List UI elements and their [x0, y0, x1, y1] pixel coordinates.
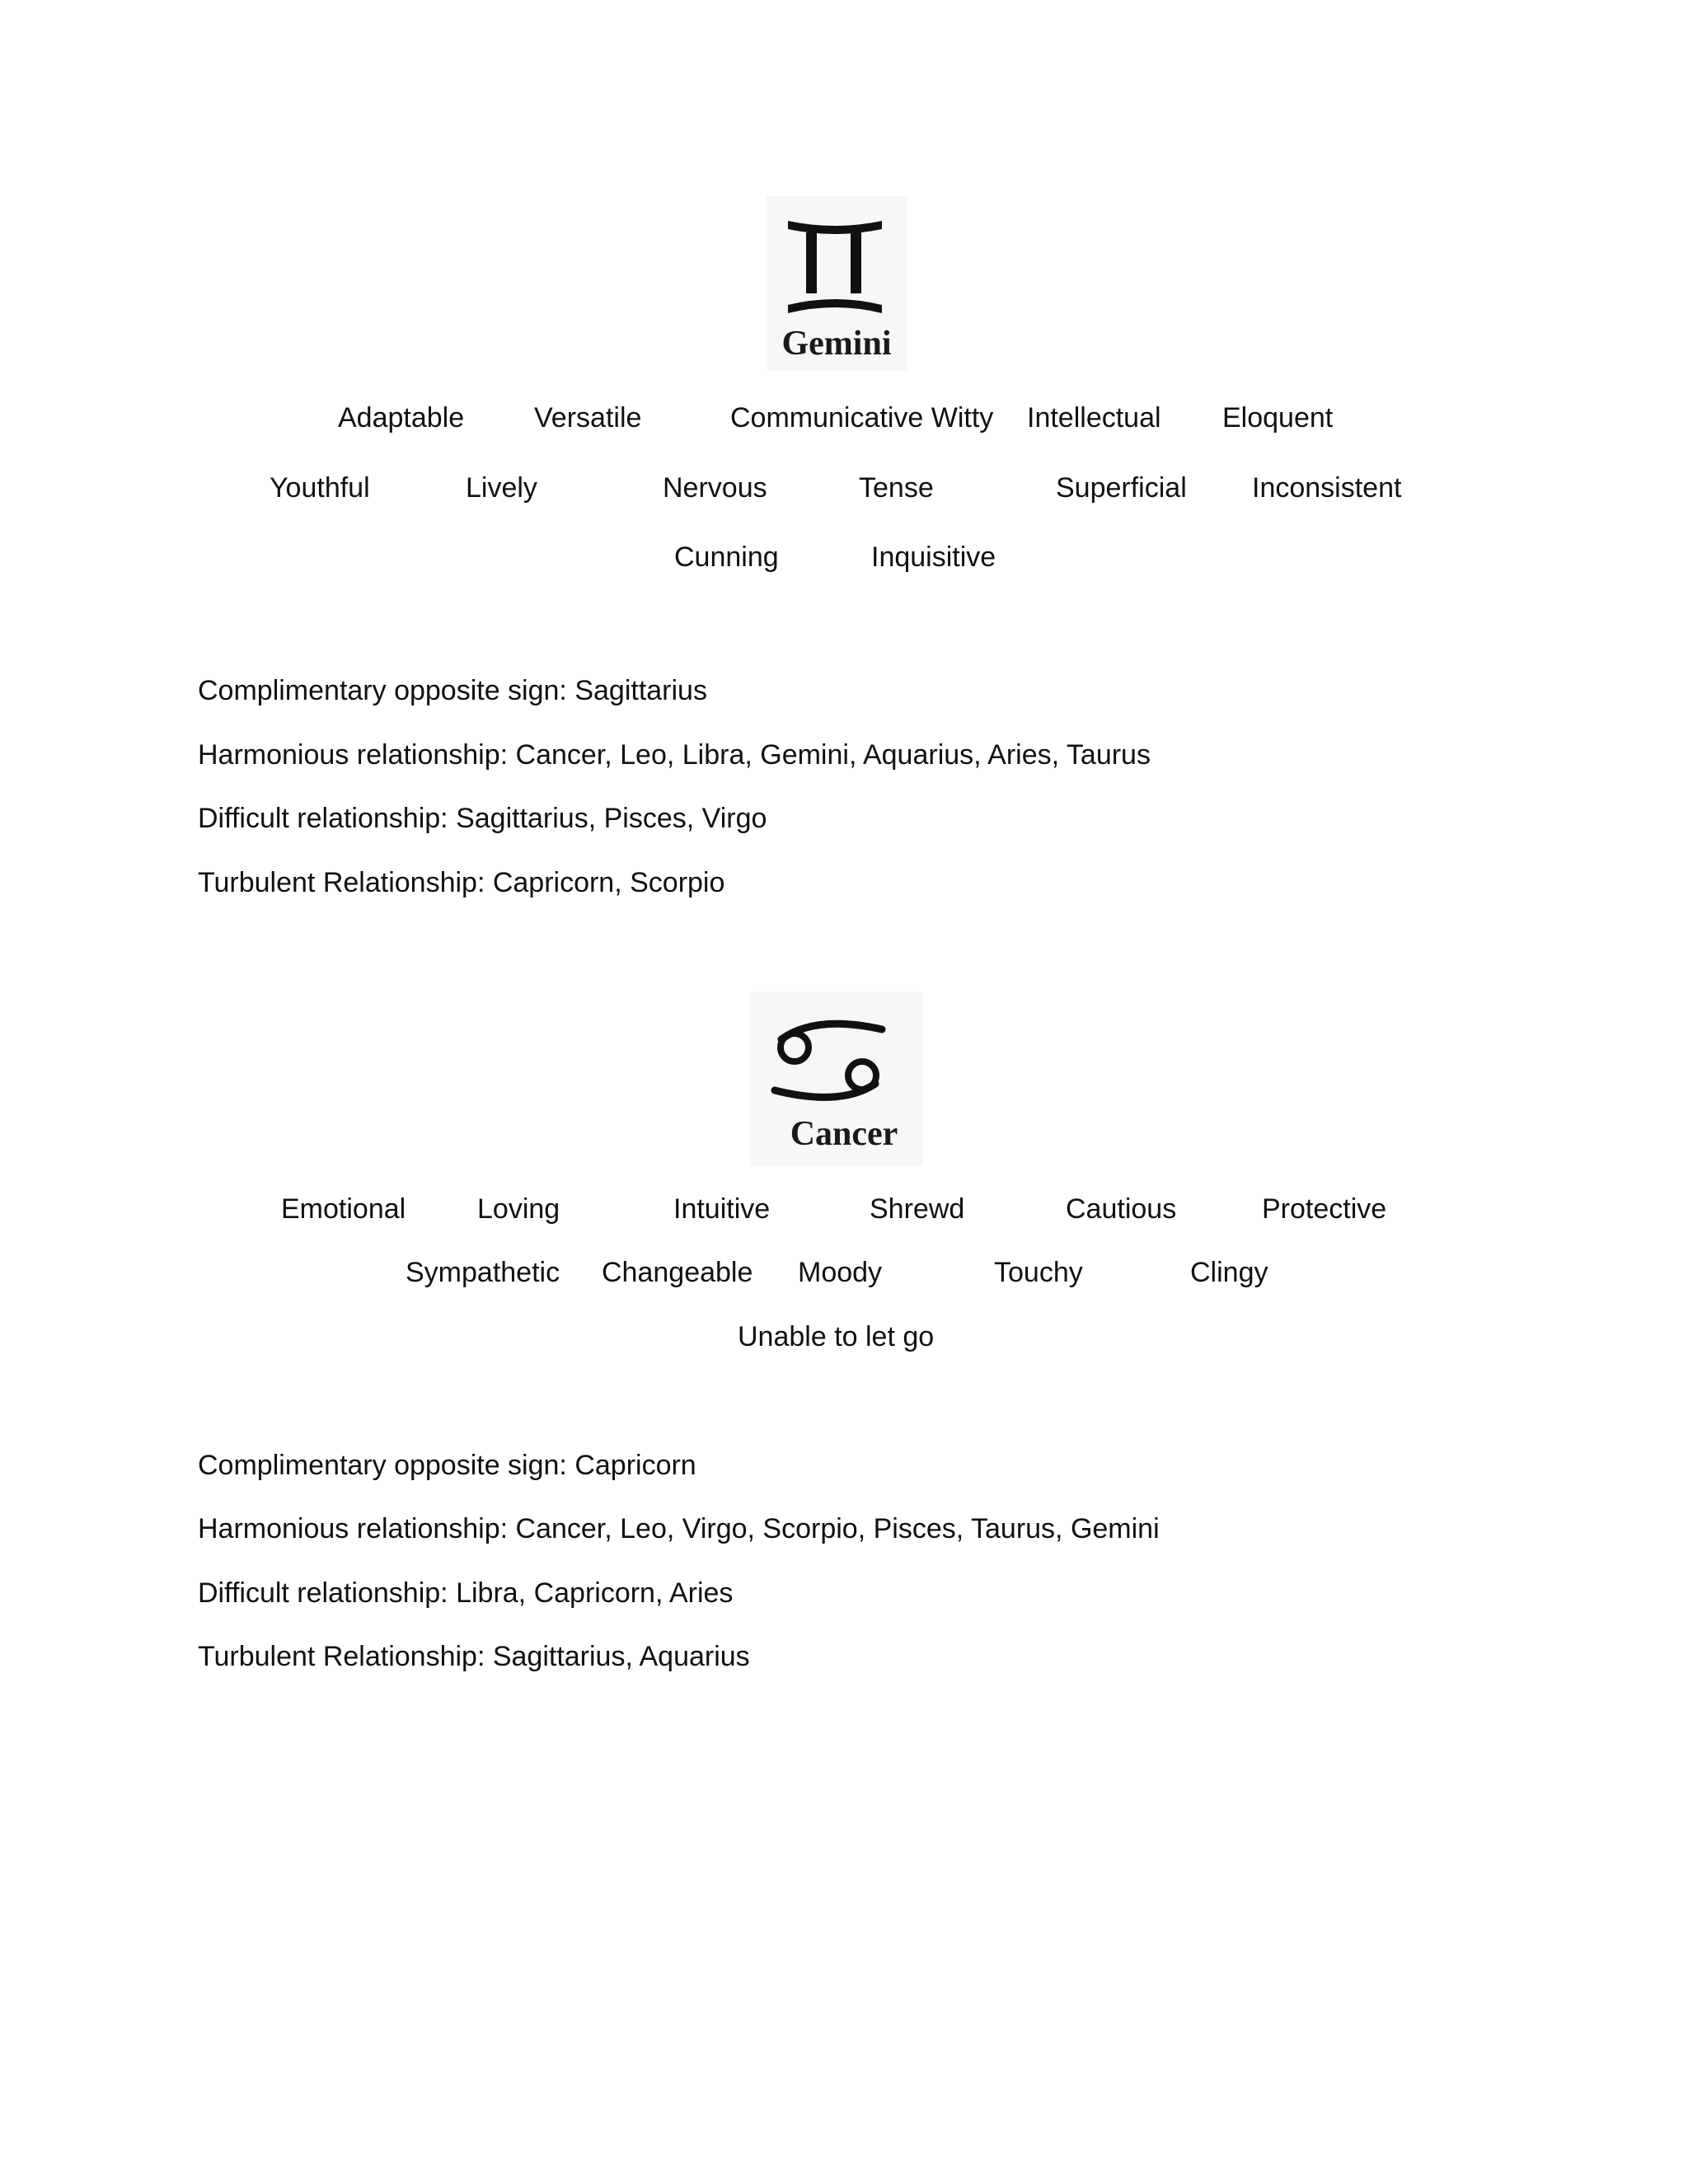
- trait: Loving: [477, 1193, 560, 1225]
- trait: Clingy: [1190, 1257, 1268, 1288]
- cancer-emblem: [750, 991, 923, 1166]
- trait: Intuitive: [673, 1193, 771, 1225]
- trait: Touchy: [994, 1257, 1083, 1288]
- trait: Lively: [466, 472, 537, 504]
- trait: Shrewd: [870, 1193, 965, 1225]
- trait: Inconsistent: [1252, 472, 1402, 504]
- complimentary-sign: Complimentary opposite sign: Capricorn: [198, 1450, 696, 1481]
- trait: Cunning: [674, 541, 779, 573]
- gemini-label: Gemini: [781, 325, 892, 363]
- trait: Inquisitive: [871, 541, 996, 573]
- complimentary-sign: Complimentary opposite sign: Sagittarius: [198, 675, 707, 706]
- trait: Nervous: [663, 472, 767, 504]
- trait: Intellectual: [1027, 402, 1161, 434]
- difficult-relationship: Difficult relationship: Libra, Capricorn, Aries: [198, 1577, 734, 1609]
- harmonious-relationship: Harmonious relationship: Cancer, Leo, Virgo, Scorpio, Pisces, Taurus, Gemini: [198, 1513, 1160, 1544]
- trait: Adaptable: [338, 402, 465, 434]
- trait: Sympathetic: [406, 1257, 560, 1288]
- trait: Versatile: [534, 402, 642, 434]
- cancer-label: Cancer: [790, 1115, 898, 1153]
- trait: Unable to let go: [738, 1321, 935, 1352]
- gemini-emblem: [767, 196, 907, 371]
- cancer-icon: [767, 1008, 890, 1107]
- turbulent-relationship: Turbulent Relationship: Capricorn, Scorpio: [198, 867, 725, 898]
- trait: Superficial: [1056, 472, 1187, 504]
- trait: Tense: [859, 472, 934, 504]
- gemini-icon: [781, 213, 889, 320]
- trait: Emotional: [281, 1193, 406, 1225]
- trait: Protective: [1262, 1193, 1387, 1225]
- difficult-relationship: Difficult relationship: Sagittarius, Pisces, Virgo: [198, 803, 767, 834]
- trait: Moody: [798, 1257, 883, 1288]
- trait: Youthful: [270, 472, 370, 504]
- harmonious-relationship: Harmonious relationship: Cancer, Leo, Libra, Gemini, Aquarius, Aries, Taurus: [198, 739, 1151, 771]
- trait: Communicative Witty: [730, 402, 994, 434]
- trait: Cautious: [1066, 1193, 1177, 1225]
- trait: Eloquent: [1222, 402, 1334, 434]
- turbulent-relationship: Turbulent Relationship: Sagittarius, Aquarius: [198, 1641, 750, 1672]
- trait: Changeable: [602, 1257, 753, 1288]
